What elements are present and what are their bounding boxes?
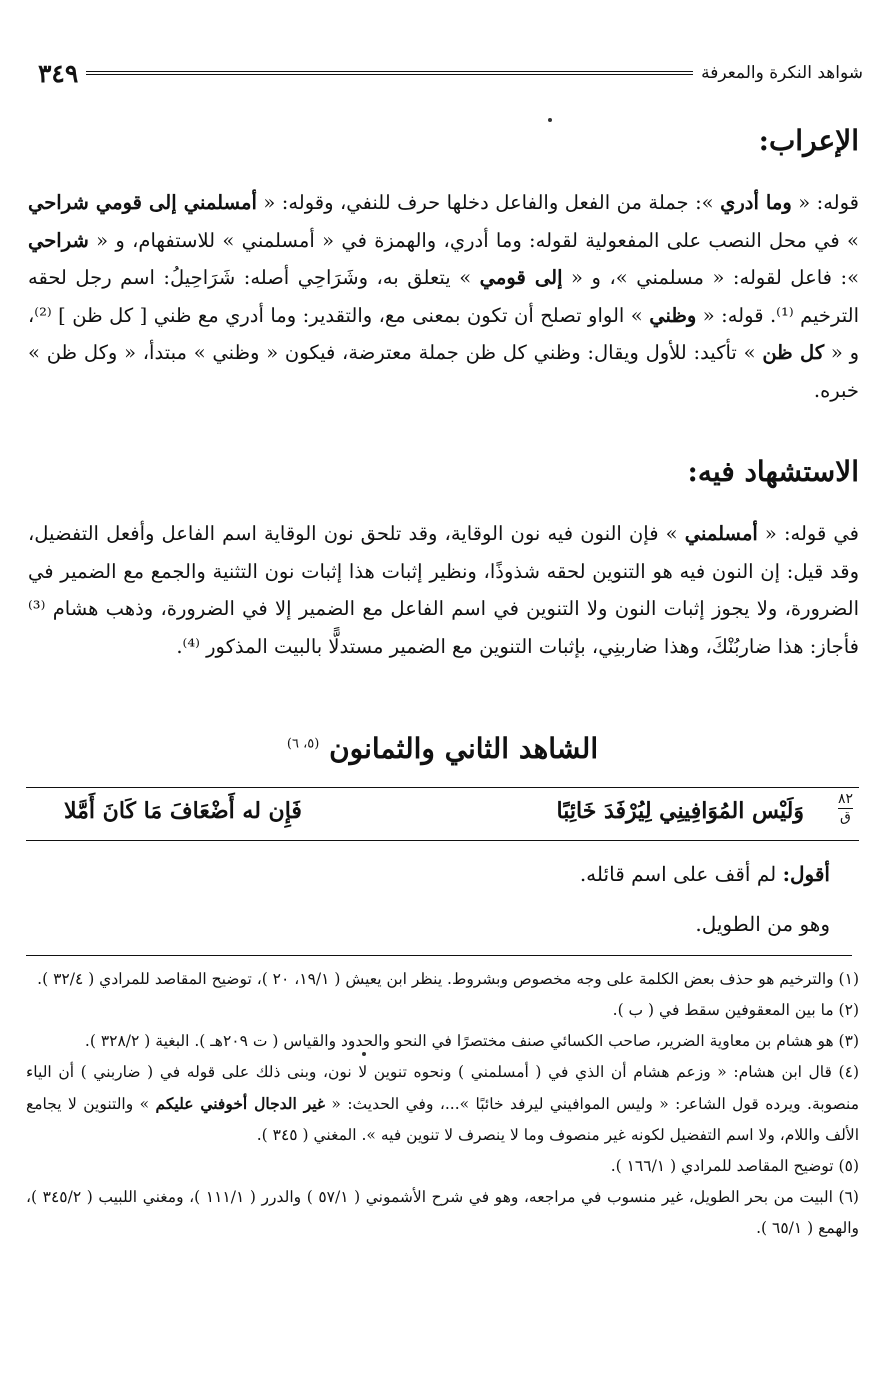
verse-hemistich-second: فَإِن له أَضْعَافَ مَا كَانَ أَمَّلا (64, 798, 302, 824)
text-run: » في محل النصب على المفعولية لقوله: وما أدري، والهمزة في « أمسلمني » للاستفهام، و « (88, 228, 859, 252)
bold-phrase: أمسلمني إلى قومي شراحي (28, 191, 257, 214)
text-run: قوله: « (791, 191, 859, 214)
text-run: (٦) البيت من بحر الطويل، غير منسوب في مراجعه، وهو في شرح الأشموني ( ٥٧/١ ) والدرر ( ١١١/١ )، ومغني اللبيب ( ٣٤٥/٢ )، والهمع ( ٦٥/١ ). (26, 1188, 859, 1237)
footnotes (26, 964, 859, 1244)
comment-label: أقول: (782, 862, 830, 886)
footnote-4 (26, 1057, 859, 1151)
footnote-6 (26, 1182, 859, 1244)
bold-phrase: أمسلمني (684, 522, 758, 545)
text-run: »: فاعل لقوله: « مسلمني »، و « (562, 266, 860, 290)
running-title: شواهد النكرة والمعرفة (701, 63, 863, 83)
comment-line-1 (580, 862, 830, 886)
footnote-separator (26, 955, 852, 956)
footnote-2 (26, 995, 859, 1026)
shahid-title: الشاهد الثاني والثمانون (329, 732, 599, 765)
bold-phrase: غير الدجال أخوفني عليكم (155, 1094, 326, 1113)
comment-text: لم أقف على اسم قائله. (579, 862, 783, 886)
text-run: » الواو تصلح أن تكون بمعنى مع، والتقدير: وما أدري مع ظني [ كل ظن ] ⁽²⁾، و « (28, 303, 859, 365)
footnote-3 (26, 1026, 859, 1057)
print-speck (548, 118, 552, 122)
footnote-5 (26, 1151, 859, 1182)
print-speck (362, 1052, 366, 1056)
istishhad-paragraph (28, 515, 859, 665)
text-run: (٤) قال ابن هشام: « وزعم هشام أن الذي في ( أمسلمني ) ونحوه تنوين لا نون، وبنى ذلك على قوله في ( ضاربني ) أن الياء منصوبة. ويرده قول الشاعر: « وليس الموافيني ليرفد خائبًا »...، وفي الحديث: « (26, 1063, 859, 1113)
bold-phrase: شراحي (28, 228, 89, 252)
verse-hemistich-first: وَلَيْس المُوَافِينِي لِيُرْفَدَ خَائِبًا (556, 798, 804, 824)
running-header (38, 58, 863, 88)
irab-paragraph (28, 184, 859, 410)
verse-box (26, 787, 859, 841)
text-run: (٢) ما بين المعقوفين سقط في ( ب ). (612, 1001, 859, 1019)
text-run: (١) والترخيم هو حذف بعض الكلمة على وجه مخصوص وبشروط. ينظر ابن يعيش ( ١٩/١، ٢٠ )، توضيح المقاصد للمرادي ( ٣٢/٤ ). (37, 970, 859, 988)
verse-meter-mark: ق (840, 809, 851, 825)
bold-phrase: إلى قومي (479, 266, 563, 290)
header-rule (86, 71, 693, 75)
text-run: » والتنوين لا يجامع الألف واللام، ولا اسم التفضيل لكونه غير منصوف وما لا ينصرف لا تنوين فيه ». المغني ( ٣٤٥ ). (26, 1095, 859, 1144)
text-run: » يتعلق به، وشَرَاحِي أصله: شَرَاحِيلُ: اسم رجل لحقه الترخيم ⁽¹⁾. قوله: « (28, 266, 859, 327)
verse-number (838, 792, 853, 825)
bold-phrase: كل ظن (762, 341, 825, 365)
footnote-1 (26, 964, 859, 995)
text-run: » فإن النون فيه نون الوقاية، وقد تلحق نون الوقاية اسم الفاعل وأفعل التفضيل، وقد قيل: إن النون فيه هو التنوين لحقه شذوذًا، ونظير إثبات هذا إثبات نون التثنية والجمع مع الضمير في الضرورة، ولا يجوز إثبات النون ولا التنوين في اسم الفاعل مع الضمير إلا في الضرورة، وذهب هشام ⁽³⁾ فأجاز: هذا ضاربُنْكَ، وهذا ضاربنِي، بإثبات التنوين مع الضمير مستدلًّا بالبيت المذكور ⁽⁴⁾. (28, 522, 859, 658)
bold-phrase: وظني (649, 303, 697, 327)
text-run: » تأكيد: للأول ويقال: وظني كل ظن جملة معترضة، فيكون « وظني » مبتدأ، « وكل ظن » خبره. (28, 341, 859, 402)
comment-line-2: وهو من الطويل. (695, 912, 830, 936)
shahid-footnote-refs: (٥، ٦) (286, 736, 320, 752)
text-run: (٣) هو هشام بن معاوية الضرير، صاحب الكسائي صنف مختصرًا في النحو والحدود والقياس ( ت ٢٠٩هـ ). البغية ( ٣٢٨/٢ ). (84, 1032, 859, 1050)
bold-phrase: وما أدري (720, 191, 792, 214)
istishhad-heading: الاستشهاد فيه: (687, 455, 859, 488)
shahid-heading (0, 732, 885, 765)
text-run: (٥) توضيح المقاصد للمرادي ( ١٦٦/١ ). (610, 1157, 859, 1175)
text-run: »: جملة من الفعل والفاعل دخلها حرف للنفي، وقوله: « (256, 191, 721, 214)
irab-heading: الإعراب: (758, 124, 859, 157)
verse-number-value: ٨٢ (837, 791, 853, 807)
text-run: في قوله: « (757, 522, 859, 545)
page-number: ٣٤٩ (38, 58, 79, 88)
